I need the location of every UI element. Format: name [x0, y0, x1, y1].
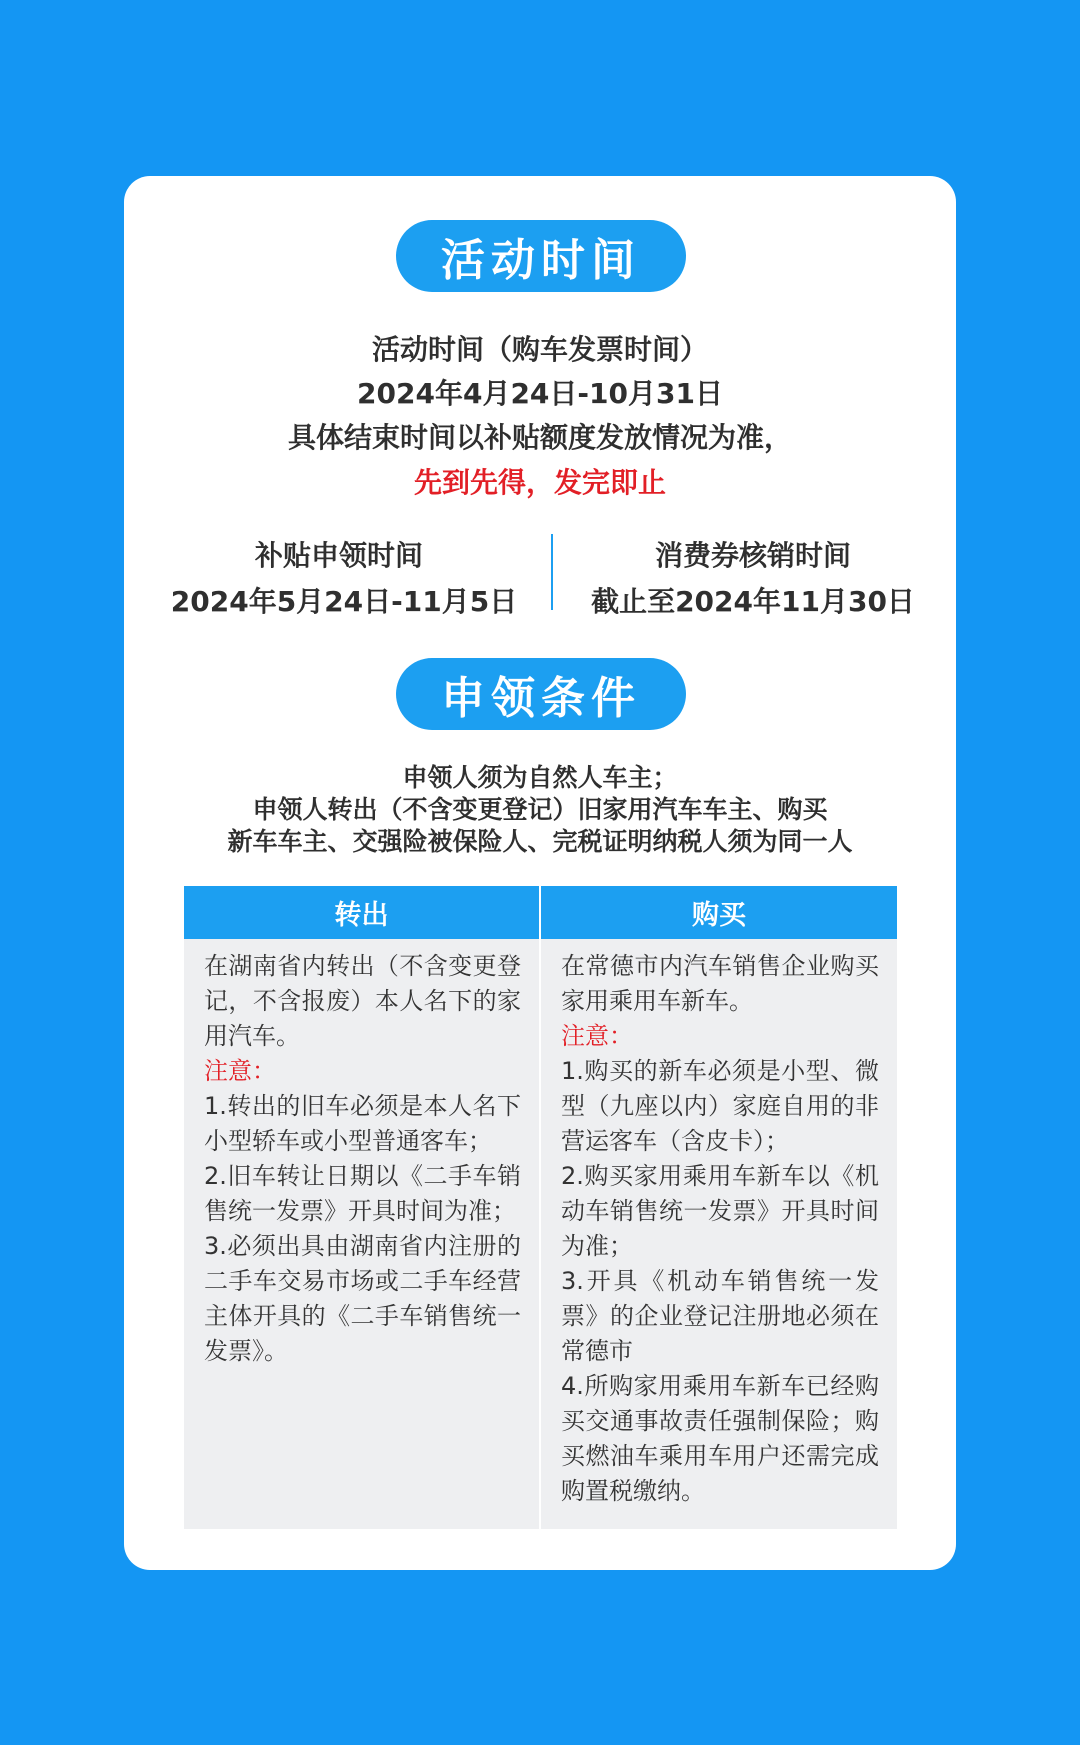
header-transfer-out: 转出: [184, 886, 539, 939]
purchase-intro: 在常德市内汽车销售企业购买家用乘用车新车。: [561, 952, 879, 1015]
conditions-table: [184, 886, 897, 1529]
condition-line-2: 申领人转出（不含变更登记）旧家用汽车车主、购买: [252, 795, 828, 824]
purchase-item: 4.所购家用乘用车新车已经购买交通事故责任强制保险；购买燃油车乘用车用户还需完成购置税缴纳。: [561, 1372, 879, 1505]
purchase-item: 3.开具《机动车销售统一发票》的企业登记注册地必须在常德市: [561, 1267, 879, 1365]
subsidy-claim-dates: 2024年5月24日-11月5日: [170, 585, 518, 618]
purchase-item: 1.购买的新车必须是小型、微型（九座以内）家庭自用的非营运客车（含皮卡）；: [561, 1057, 879, 1155]
subsidy-claim-title: 补贴申领时间: [254, 539, 423, 572]
info-card: [124, 176, 956, 1570]
voucher-redeem-deadline: 截止至2024年11月30日: [591, 585, 915, 618]
transfer-out-item: 3.必须出具由湖南省内注册的二手车交易市场或二手车经营主体开具的《二手车销售统一发票》。: [204, 1232, 521, 1365]
first-come-note: 先到先得，发完即止: [413, 466, 666, 499]
transfer-out-note-label: 注意：: [204, 1057, 276, 1085]
activity-time-label: 活动时间（购车发票时间）: [371, 333, 708, 366]
activity-date-range: 2024年4月24日-10月31日: [357, 377, 723, 410]
transfer-out-cell: [184, 939, 539, 1529]
purchase-item: 2.购买家用乘用车新车以《机动车销售统一发票》开具时间为准；: [561, 1162, 879, 1260]
transfer-out-item: 1.转出的旧车必须是本人名下小型轿车或小型普通客车；: [204, 1092, 521, 1155]
section-title-conditions: 申领条件: [396, 658, 686, 730]
purchase-cell: [541, 939, 897, 1529]
transfer-out-item: 2.旧车转让日期以《二手车销售统一发票》开具时间为准；: [204, 1162, 521, 1225]
end-time-note: 具体结束时间以补贴额度发放情况为准，: [287, 421, 792, 454]
transfer-out-intro: 在湖南省内转出（不含变更登记，不含报废）本人名下的家用汽车。: [204, 952, 521, 1050]
column-divider: [551, 534, 553, 610]
section-title-activity-time: 活动时间: [396, 220, 686, 292]
purchase-note-label: 注意：: [561, 1022, 633, 1050]
condition-line-3: 新车车主、交强险被保险人、完税证明纳税人须为同一人: [227, 827, 853, 856]
voucher-redeem-title: 消费券核销时间: [654, 539, 851, 572]
condition-line-1: 申领人须为自然人车主；: [402, 763, 678, 792]
header-purchase: 购买: [541, 886, 897, 939]
